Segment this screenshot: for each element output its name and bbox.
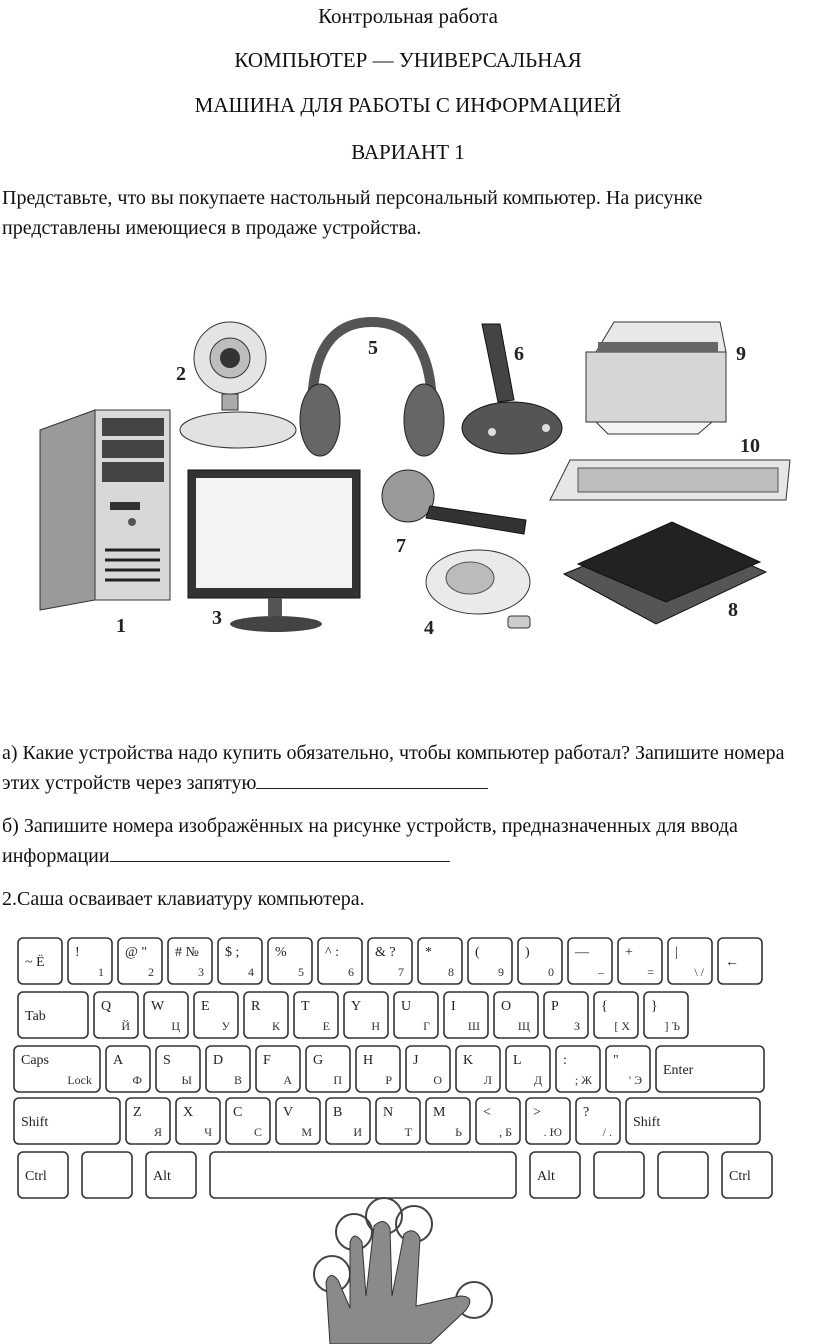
key-top-label: * — [425, 945, 432, 960]
key-top-label: J — [413, 1053, 419, 1068]
question-a — [2, 738, 810, 798]
keyboard-key — [618, 938, 662, 984]
key-top-label: $ ; — [225, 945, 240, 960]
key-bottom-label: С — [253, 1125, 262, 1139]
key-bottom-label: 3 — [198, 965, 204, 979]
keyboard-key — [606, 1046, 650, 1092]
keyboard-key — [718, 938, 762, 984]
keyboard-key — [544, 992, 588, 1038]
keyboard-key — [644, 992, 688, 1038]
key-top-label: Q — [101, 999, 112, 1014]
key-top-label: @ " — [125, 945, 148, 960]
answer-a-line[interactable] — [256, 770, 488, 789]
key-bottom-label: Lock — [67, 1073, 92, 1087]
keyboard-icon — [550, 460, 790, 500]
keyboard-key — [556, 1046, 600, 1092]
key-bottom-label: Ш — [467, 1019, 480, 1033]
key-top-label: + — [625, 945, 633, 960]
key-bottom-label: 8 — [448, 965, 454, 979]
keyboard-key — [426, 1098, 470, 1144]
keyboard-key — [18, 992, 88, 1038]
key-bottom-label: Й — [121, 1019, 130, 1033]
key-top-label: C — [233, 1105, 243, 1120]
key-top-label: H — [363, 1053, 374, 1068]
key-bottom-label: . Ю — [543, 1125, 562, 1139]
device-number: 9 — [736, 343, 746, 365]
key-bottom-label: / . — [602, 1125, 612, 1139]
key-top-label: S — [163, 1053, 171, 1068]
key-top-label: : — [563, 1053, 567, 1068]
key-bottom-label: 4 — [248, 965, 254, 979]
key-bottom-label: З — [573, 1019, 580, 1033]
key-bottom-label: 9 — [498, 965, 504, 979]
key-bottom-label: Ы — [181, 1073, 192, 1087]
topic-line-2: МАШИНА ДЛЯ РАБОТЫ С ИНФОРМАЦИЕЙ — [194, 93, 622, 117]
keyboard-key — [294, 992, 338, 1038]
key-top-label: ← — [725, 955, 739, 970]
keyboard-key — [576, 1098, 620, 1144]
key-bottom-label: 0 — [548, 965, 554, 979]
key-top-label: { — [601, 999, 608, 1014]
keyboard-key — [626, 1098, 760, 1144]
keyboard-key — [276, 1098, 320, 1144]
key-top-label: ( — [475, 945, 480, 960]
keyboard-key — [244, 992, 288, 1038]
device-number: 10 — [740, 435, 760, 457]
key-bottom-label: = — [647, 965, 654, 979]
question-a-text: а) Какие устройства надо купить обязательно, чтобы компьютер работал? Запишите номера этих устройств через запятую — [2, 742, 785, 794]
key-top-label: U — [401, 999, 412, 1014]
key-bottom-label: Н — [371, 1019, 380, 1033]
question-b-text: б) Запишите номера изображённых на рисунке устройств, предназначенных для ввода информации — [2, 815, 738, 867]
webcam-icon — [180, 322, 296, 448]
keyboard-key — [368, 938, 412, 984]
keyboard-key — [94, 992, 138, 1038]
keyboard-key — [14, 1098, 120, 1144]
key-top-label: Tab — [25, 1009, 46, 1024]
device-number: 5 — [368, 337, 378, 359]
key-top-label: L — [513, 1053, 522, 1068]
keyboard-key — [594, 992, 638, 1038]
keyboard-key — [668, 938, 712, 984]
key-top-label: W — [151, 999, 165, 1014]
key-top-label: N — [383, 1105, 394, 1120]
key-bottom-label: Е — [322, 1019, 330, 1033]
keyboard-key — [568, 938, 612, 984]
key-top-label: Ctrl — [729, 1169, 751, 1184]
keyboard-key — [318, 938, 362, 984]
key-top-label: % — [275, 945, 287, 960]
key-bottom-label: Ц — [171, 1019, 180, 1033]
key-bottom-label: Ь — [455, 1125, 462, 1139]
key-bottom-label: Ф — [132, 1073, 142, 1087]
key-top-label: ) — [525, 945, 530, 960]
device-number: 4 — [424, 617, 434, 639]
key-top-label: | — [675, 945, 678, 960]
keyboard-key — [106, 1046, 150, 1092]
keyboard-key — [526, 1098, 570, 1144]
keyboard-key — [406, 1046, 450, 1092]
keyboard-key — [194, 992, 238, 1038]
keyboard-key — [476, 1098, 520, 1144]
key-top-label: " — [613, 1053, 619, 1068]
hand-icon — [290, 1196, 500, 1344]
keyboard-key — [658, 1152, 708, 1198]
keyboard-key — [156, 1046, 200, 1092]
keyboard-diagram — [0, 930, 816, 1202]
keyboard-key — [444, 992, 488, 1038]
key-bottom-label: У — [221, 1019, 230, 1033]
keyboard-key — [518, 938, 562, 984]
keyboard-key — [146, 1152, 196, 1198]
key-top-label: < — [483, 1105, 491, 1120]
keyboard-key — [218, 938, 262, 984]
key-top-label: G — [313, 1053, 324, 1068]
key-top-label: Ctrl — [25, 1169, 47, 1184]
keyboard-key — [18, 938, 62, 984]
key-bottom-label: \ / — [694, 965, 704, 979]
device-number: 6 — [514, 343, 524, 365]
keyboard-key — [206, 1046, 250, 1092]
question-b — [2, 811, 810, 871]
key-bottom-label: О — [433, 1073, 442, 1087]
key-bottom-label: 7 — [398, 965, 404, 979]
key-top-label: Shift — [633, 1115, 661, 1130]
key-top-label: M — [433, 1105, 446, 1120]
key-bottom-label: , Б — [499, 1125, 512, 1139]
key-bottom-label: В — [233, 1073, 242, 1087]
key-bottom-label: ' Э — [628, 1073, 642, 1087]
key-top-label: B — [333, 1105, 343, 1120]
keyboard-key — [68, 938, 112, 984]
keyboard-key — [656, 1046, 764, 1092]
key-bottom-label: Д — [533, 1073, 542, 1087]
keyboard-key — [344, 992, 388, 1038]
key-top-label: ^ : — [325, 945, 339, 960]
device-number: 1 — [116, 615, 126, 637]
key-top-label: Alt — [537, 1169, 555, 1184]
key-top-label: K — [463, 1053, 474, 1068]
key-top-label: } — [651, 999, 658, 1014]
keyboard-key — [226, 1098, 270, 1144]
device-number: 3 — [212, 607, 222, 629]
task-2-text: 2.Саша осваивает клавиатуру компьютера. — [2, 888, 365, 910]
joystick-icon — [462, 324, 562, 454]
keyboard-key — [176, 1098, 220, 1144]
key-top-label: T — [301, 999, 310, 1014]
key-bottom-label: К — [271, 1019, 280, 1033]
device-number: 2 — [176, 363, 186, 385]
key-top-label: X — [183, 1105, 194, 1120]
intro-text: Представьте, что вы покупаете настольный персональный компьютер. На рисунке представлены имеющиеся в продаже устройства. — [2, 187, 703, 239]
device-number: 7 — [396, 535, 406, 557]
keyboard-key — [82, 1152, 132, 1198]
key-top-label: — — [575, 945, 589, 960]
keyboard-key — [306, 1046, 350, 1092]
microphone-icon — [382, 470, 526, 534]
key-bottom-label: 6 — [348, 965, 354, 979]
key-top-label: # № — [175, 945, 199, 960]
topic-line-1: КОМПЬЮТЕР — УНИВЕРСАЛЬНАЯ — [234, 48, 582, 72]
keyboard-key — [456, 1046, 500, 1092]
keyboard-key — [506, 1046, 550, 1092]
key-bottom-label: ] Ъ — [664, 1019, 680, 1033]
key-bottom-label: 5 — [298, 965, 304, 979]
keyboard-key — [326, 1098, 370, 1144]
keyboard-key — [168, 938, 212, 984]
key-top-label: Enter — [663, 1063, 694, 1078]
keyboard-key — [210, 1152, 516, 1198]
keyboard-key — [18, 1152, 68, 1198]
keyboard-key — [118, 938, 162, 984]
key-top-label: F — [263, 1053, 271, 1068]
key-bottom-label: А — [283, 1073, 292, 1087]
devices-illustration — [30, 310, 800, 650]
system-unit-icon — [40, 410, 170, 610]
key-top-label: Alt — [153, 1169, 171, 1184]
key-top-label: ? — [583, 1105, 590, 1120]
keyboard-key — [268, 938, 312, 984]
keyboard-key — [376, 1098, 420, 1144]
key-top-label: E — [201, 999, 210, 1014]
key-bottom-label: 2 — [148, 965, 154, 979]
key-bottom-label: Я — [153, 1125, 162, 1139]
key-bottom-label: Л — [483, 1073, 492, 1087]
key-top-label: Caps — [21, 1053, 49, 1068]
keyboard-key — [468, 938, 512, 984]
key-top-label: > — [533, 1105, 541, 1120]
keyboard-key — [394, 992, 438, 1038]
key-bottom-label: Т — [404, 1125, 412, 1139]
variant-label: ВАРИАНТ 1 — [351, 140, 465, 164]
key-bottom-label: – — [598, 965, 604, 979]
key-top-label: O — [501, 999, 512, 1014]
key-bottom-label: И — [353, 1125, 362, 1139]
printer-icon — [586, 322, 726, 434]
key-top-label: R — [251, 999, 261, 1014]
key-bottom-label: 1 — [98, 965, 104, 979]
key-top-label: V — [283, 1105, 294, 1120]
key-top-label: A — [113, 1053, 124, 1068]
keyboard-key — [256, 1046, 300, 1092]
key-bottom-label: Щ — [517, 1019, 530, 1033]
key-top-label: Y — [351, 999, 362, 1014]
key-top-label: ! — [75, 945, 80, 960]
key-top-label: I — [451, 999, 456, 1014]
keyboard-key — [530, 1152, 580, 1198]
key-top-label: Z — [133, 1105, 142, 1120]
key-top-label: Shift — [21, 1115, 49, 1130]
mouse-icon — [426, 550, 530, 628]
keyboard-key — [494, 992, 538, 1038]
key-top-label: & ? — [375, 945, 396, 960]
answer-b-line[interactable] — [110, 843, 450, 862]
key-bottom-label: Г — [423, 1019, 430, 1033]
key-top-label: D — [213, 1053, 224, 1068]
keyboard-key — [356, 1046, 400, 1092]
keyboard-key — [722, 1152, 772, 1198]
key-bottom-label: Ч — [204, 1125, 212, 1139]
key-bottom-label: [ Х — [614, 1019, 630, 1033]
keyboard-key — [144, 992, 188, 1038]
key-bottom-label: ; Ж — [574, 1073, 592, 1087]
key-bottom-label: Р — [385, 1073, 392, 1087]
key-bottom-label: П — [333, 1073, 342, 1087]
keyboard-key — [126, 1098, 170, 1144]
key-bottom-label: М — [301, 1125, 312, 1139]
keyboard-key — [594, 1152, 644, 1198]
page-title: Контрольная работа — [318, 4, 498, 28]
keyboard-key — [418, 938, 462, 984]
device-number: 8 — [728, 599, 738, 621]
keyboard-key — [14, 1046, 100, 1092]
key-top-label: ~ Ё — [25, 955, 45, 970]
key-top-label: P — [551, 999, 559, 1014]
